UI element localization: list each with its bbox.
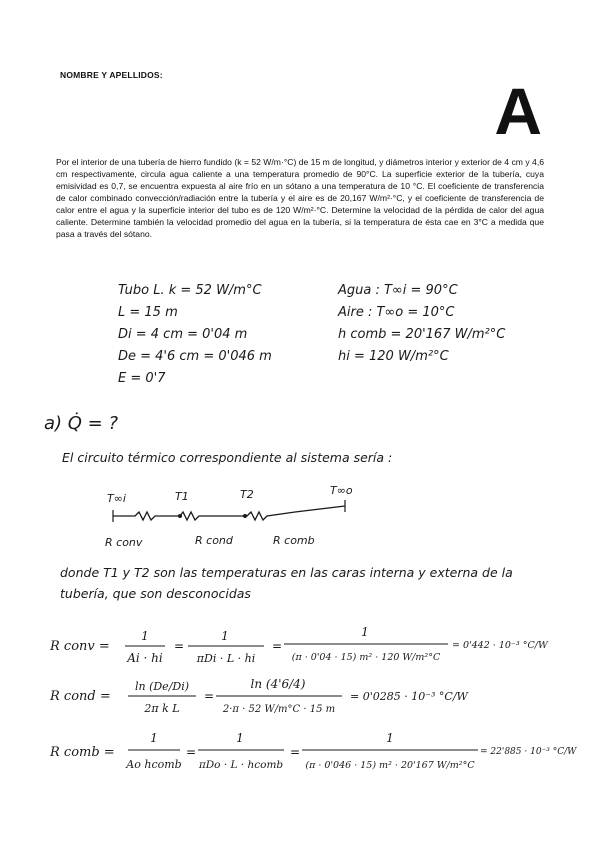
- circuit-resistance-chain: [113, 506, 345, 520]
- equation-r-comb: [50, 722, 577, 786]
- problem-statement: Por el interior de una tubería de hierro fundido (k = 52 W/m·°C) de 15 m de longitud, y diámetros interior y exterior de 4 cm y 4,6 cm respectivamente, circula agua caliente a una temperatura promedio de 90°C. La superficie exterior de la tubería, cuya emisividad es 0,7, se encuentra expuesta al aire frío en un sótano a una temperatura de 10 °C. El coeficiente de transferencia de calor combinado convección/radiación entre la tubería y el aire es de 20,167 W/m²·°C, y el coeficiente de transferencia de calor entre el agua y la superficie interior del tubo es de 120 W/m²·°C. Determine la velocidad de la pérdida de calor del agua caliente. Determine también la velocidad promedio del agua en la tubería, si la temperatura de ésta cae en 3°C a medida que pasa a través del sótano.: [56, 157, 544, 239]
- svg-text:=: =: [174, 639, 185, 653]
- thermal-circuit-diagram: [95, 480, 395, 560]
- eq1-f3-den: (π · 0'04 · 15) m² · 120 W/m²°C: [291, 652, 441, 663]
- circuit-r-conv: R conv: [105, 536, 143, 549]
- name-label: NOMBRE Y APELLIDOS:: [60, 70, 163, 80]
- given-data-right: [338, 280, 505, 368]
- eq1-f2-num: 1: [221, 629, 229, 643]
- svg-text:=: =: [204, 689, 215, 703]
- eq2-f1-den: 2π k L: [144, 702, 180, 715]
- given-k: Tubo L. k = 52 W/m°C: [118, 283, 262, 298]
- part-a-heading: a) Q̇ = ?: [44, 413, 119, 434]
- circuit-node-t1: [178, 514, 182, 518]
- equation-r-conv: [50, 618, 560, 678]
- eq3-f1-den: Ao hcomb: [126, 758, 182, 771]
- eq3-f2-den: πDo · L · hcomb: [198, 759, 284, 771]
- given-length: L = 15 m: [118, 305, 178, 320]
- exam-version-letter: A: [494, 74, 542, 148]
- equation-r-cond: [50, 670, 560, 726]
- eq1-result: = 0'442 · 10⁻³ °C/W: [452, 640, 548, 651]
- eq3-lhs: R comb =: [50, 745, 115, 760]
- circuit-r-cond: R cond: [195, 534, 233, 547]
- circuit-t-inf-inner: T∞i: [107, 492, 126, 505]
- circuit-t2: T2: [240, 488, 254, 501]
- given-inner-diameter: Di = 4 cm = 0'04 m: [118, 327, 248, 342]
- svg-text:=: =: [186, 745, 197, 759]
- eq2-f2-den: 2·π · 52 W/m°C · 15 m: [222, 704, 336, 715]
- eq3-f3-num: 1: [386, 731, 394, 745]
- eq2-lhs: R cond =: [50, 689, 111, 704]
- given-water-temp: Agua : T∞i = 90°C: [338, 283, 458, 298]
- circuit-node-t2: [243, 514, 247, 518]
- eq1-f2-den: πDi · L · hi: [196, 652, 256, 665]
- temperatures-explanation: donde T1 y T2 son las temperaturas en las caras interna y externa de la tubería, que son desconocidas: [60, 565, 513, 601]
- circuit-t-inf-outer: T∞o: [330, 484, 353, 497]
- given-h-inner: hi = 120 W/m²°C: [338, 349, 449, 364]
- given-air-temp: Aire : T∞o = 10°C: [338, 305, 455, 320]
- eq1-f1-num: 1: [141, 629, 149, 643]
- eq1-f1-den: Ai · hi: [127, 651, 163, 665]
- given-h-comb: h comb = 20'167 W/m²°C: [338, 327, 506, 342]
- eq2-f2-num: ln (4'6/4): [250, 677, 306, 691]
- eq2-f1-num: ln (De/Di): [134, 680, 190, 693]
- eq2-result: = 0'0285 · 10⁻³ °C/W: [350, 690, 468, 703]
- eq1-f3-num: 1: [361, 625, 369, 639]
- eq1-lhs: R conv =: [50, 639, 110, 654]
- svg-text:=: =: [272, 639, 283, 653]
- eq3-result: = 22'885 · 10⁻³ °C/W: [480, 747, 577, 757]
- eq3-f1-num: 1: [150, 731, 158, 745]
- given-outer-diameter: De = 4'6 cm = 0'046 m: [118, 349, 272, 364]
- given-emissivity: E = 0'7: [118, 371, 166, 386]
- circuit-t1: T1: [175, 490, 189, 503]
- given-data-left: [118, 280, 272, 390]
- eq3-f2-num: 1: [236, 731, 244, 745]
- svg-text:=: =: [290, 745, 301, 759]
- circuit-intro-sentence: El circuito térmico correspondiente al sistema sería :: [62, 450, 393, 465]
- eq3-f3-den: (π · 0'046 · 15) m² · 20'167 W/m²°C: [305, 760, 475, 771]
- circuit-r-comb: R comb: [273, 534, 315, 547]
